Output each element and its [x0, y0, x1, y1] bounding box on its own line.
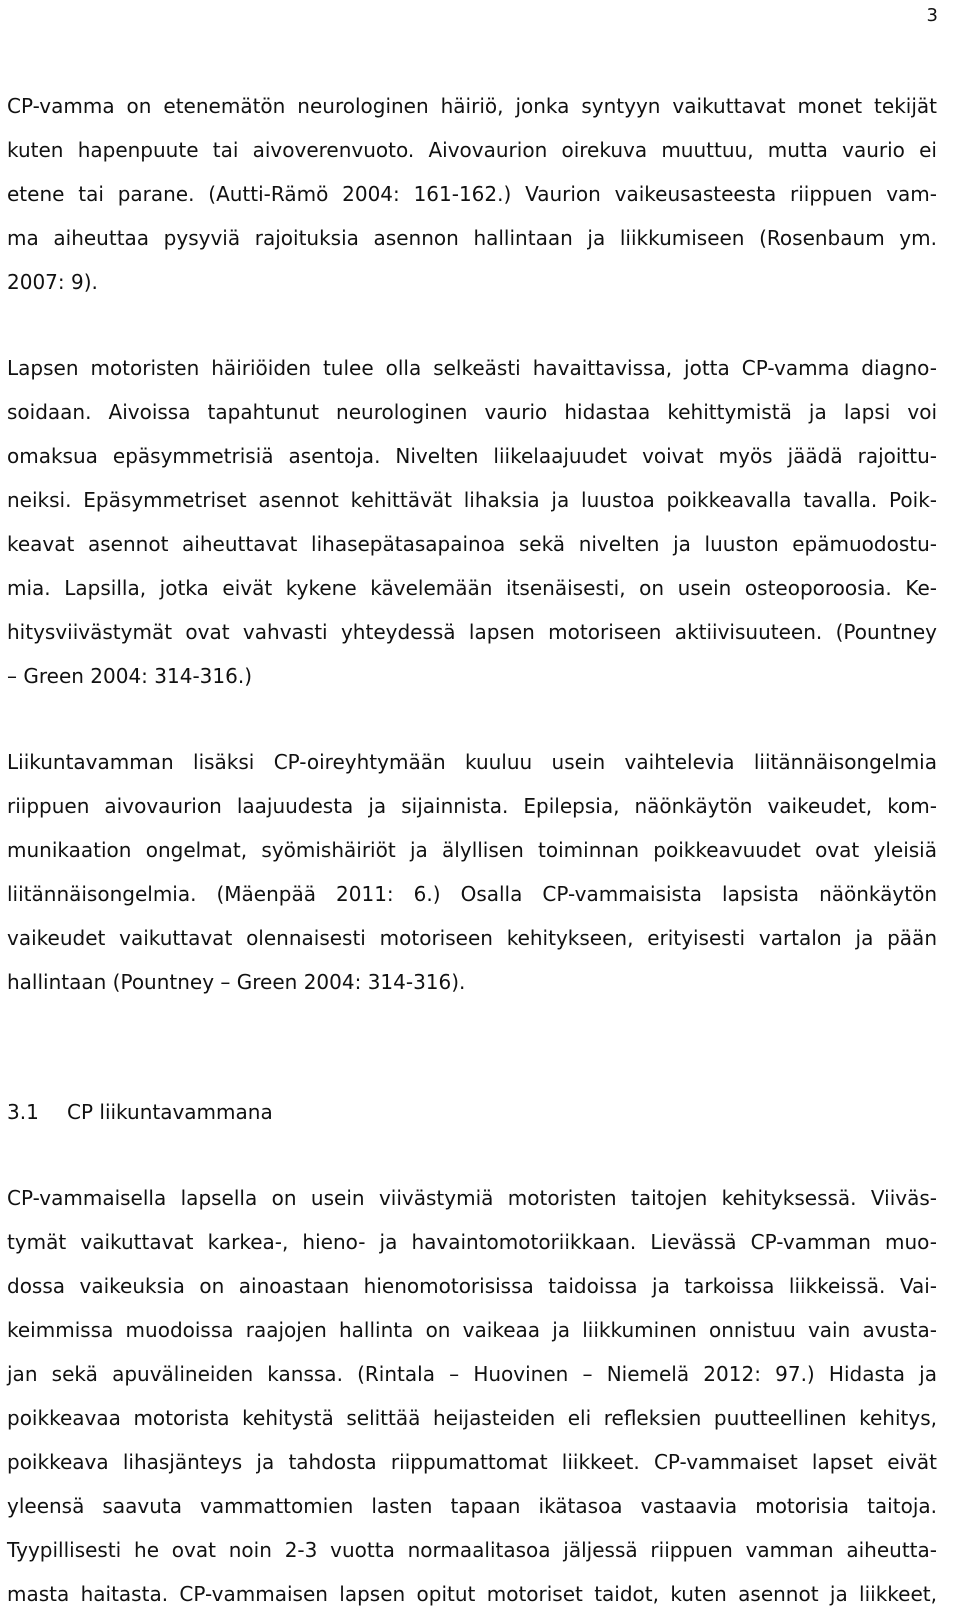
- paragraph-1: [7, 84, 937, 304]
- text-line: masta haitasta. CP-vammaisen lapsen opitut motoriset taidot, kuten asennot ja liikkeet,: [7, 1582, 937, 1606]
- text-line: vaikeudet vaikuttavat olennaisesti motoriseen kehitykseen, erityisesti vartalon ja pään: [7, 926, 937, 950]
- text-line: – Green 2004: 314-316.): [7, 664, 252, 688]
- text-line: mia. Lapsilla, jotka eivät kykene kävelemään itsenäisesti, on usein osteoporoosia. Ke-: [7, 576, 937, 600]
- text-line: poikkeavaa motorista kehitystä selittää heijasteiden eli refleksien puutteellinen kehitys,: [7, 1406, 937, 1430]
- text-line: neiksi. Epäsymmetriset asennot kehittävät lihaksia ja luustoa poikkeavalla tavalla. Poik-: [7, 488, 937, 512]
- paragraph-spacer: [7, 304, 937, 346]
- text-line: CP-vammaisella lapsella on usein viivästymiä motoristen taitojen kehityksessä. Viiväs-: [7, 1186, 937, 1210]
- text-line: keavat asennot aiheuttavat lihasepätasapainoa sekä nivelten ja luuston epämuodostu-: [7, 532, 937, 556]
- section-paragraph: [7, 1176, 937, 1616]
- section-title: CP liikuntavammana: [67, 1100, 273, 1124]
- text-line: etene tai parane. (Autti-Rämö 2004: 161-162.) Vaurion vaikeusasteesta riippuen vam-: [7, 182, 937, 206]
- paragraph-spacer: [7, 1134, 937, 1176]
- text-line: CP-vamma on etenemätön neurologinen häiriö, jonka syntyyn vaikuttavat monet tekijät: [7, 94, 937, 118]
- document-body: [7, 84, 937, 1616]
- section-heading: [7, 1090, 937, 1134]
- text-line: soidaan. Aivoissa tapahtunut neurologinen vaurio hidastaa kehittymistä ja lapsi voi: [7, 400, 937, 424]
- text-line: omaksua epäsymmetrisiä asentoja. Nivelten liikelaajuudet voivat myös jäädä rajoittu-: [7, 444, 937, 468]
- text-line: hallintaan (Pountney – Green 2004: 314-316).: [7, 970, 466, 994]
- text-line: yleensä saavuta vammattomien lasten tapaan ikätasoa vastaavia motorisia taitoja.: [7, 1494, 937, 1518]
- paragraph-3: [7, 740, 937, 1004]
- section-spacer: [7, 1004, 937, 1090]
- paragraph-spacer: [7, 698, 937, 740]
- paragraph-2: [7, 346, 937, 698]
- text-line: Lapsen motoristen häiriöiden tulee olla selkeästi havaittavissa, jotta CP-vamma diagno-: [7, 356, 937, 380]
- text-line: munikaation ongelmat, syömishäiriöt ja älyllisen toiminnan poikkeavuudet ovat yleisiä: [7, 838, 937, 862]
- text-line: ma aiheuttaa pysyviä rajoituksia asennon hallintaan ja liikkumiseen (Rosenbaum ym.: [7, 226, 937, 250]
- text-line: poikkeava lihasjänteys ja tahdosta riippumattomat liikkeet. CP-vammaiset lapset eivät: [7, 1450, 937, 1474]
- text-line: liitännäisongelmia. (Mäenpää 2011: 6.) Osalla CP-vammaisista lapsista näönkäytön: [7, 882, 937, 906]
- text-line: kuten hapenpuute tai aivoverenvuoto. Aivovaurion oirekuva muuttuu, mutta vaurio ei: [7, 138, 937, 162]
- text-line: dossa vaikeuksia on ainoastaan hienomotorisissa taidoissa ja tarkoissa liikkeissä. Vai-: [7, 1274, 937, 1298]
- text-line: Tyypillisesti he ovat noin 2-3 vuotta normaalitasoa jäljessä riippuen vamman aiheutta-: [7, 1538, 937, 1562]
- text-line: Liikuntavamman lisäksi CP-oireyhtymään kuuluu usein vaihtelevia liitännäisongelmia: [7, 750, 937, 774]
- text-line: keimmissa muodoissa raajojen hallinta on vaikeaa ja liikkuminen onnistuu vain avusta-: [7, 1318, 937, 1342]
- text-line: tymät vaikuttavat karkea-, hieno- ja havaintomotoriikkaan. Lievässä CP-vamman muo-: [7, 1230, 937, 1254]
- section-number: 3.1: [7, 1100, 39, 1124]
- text-line: 2007: 9).: [7, 270, 98, 294]
- text-line: riippuen aivovaurion laajuudesta ja sijainnista. Epilepsia, näönkäytön vaikeudet, kom-: [7, 794, 937, 818]
- text-line: hitysviivästymät ovat vahvasti yhteydessä lapsen motoriseen aktiivisuuteen. (Pountney: [7, 620, 937, 644]
- text-line: jan sekä apuvälineiden kanssa. (Rintala – Huovinen – Niemelä 2012: 97.) Hidasta ja: [7, 1362, 937, 1386]
- page-number: 3: [926, 5, 938, 26]
